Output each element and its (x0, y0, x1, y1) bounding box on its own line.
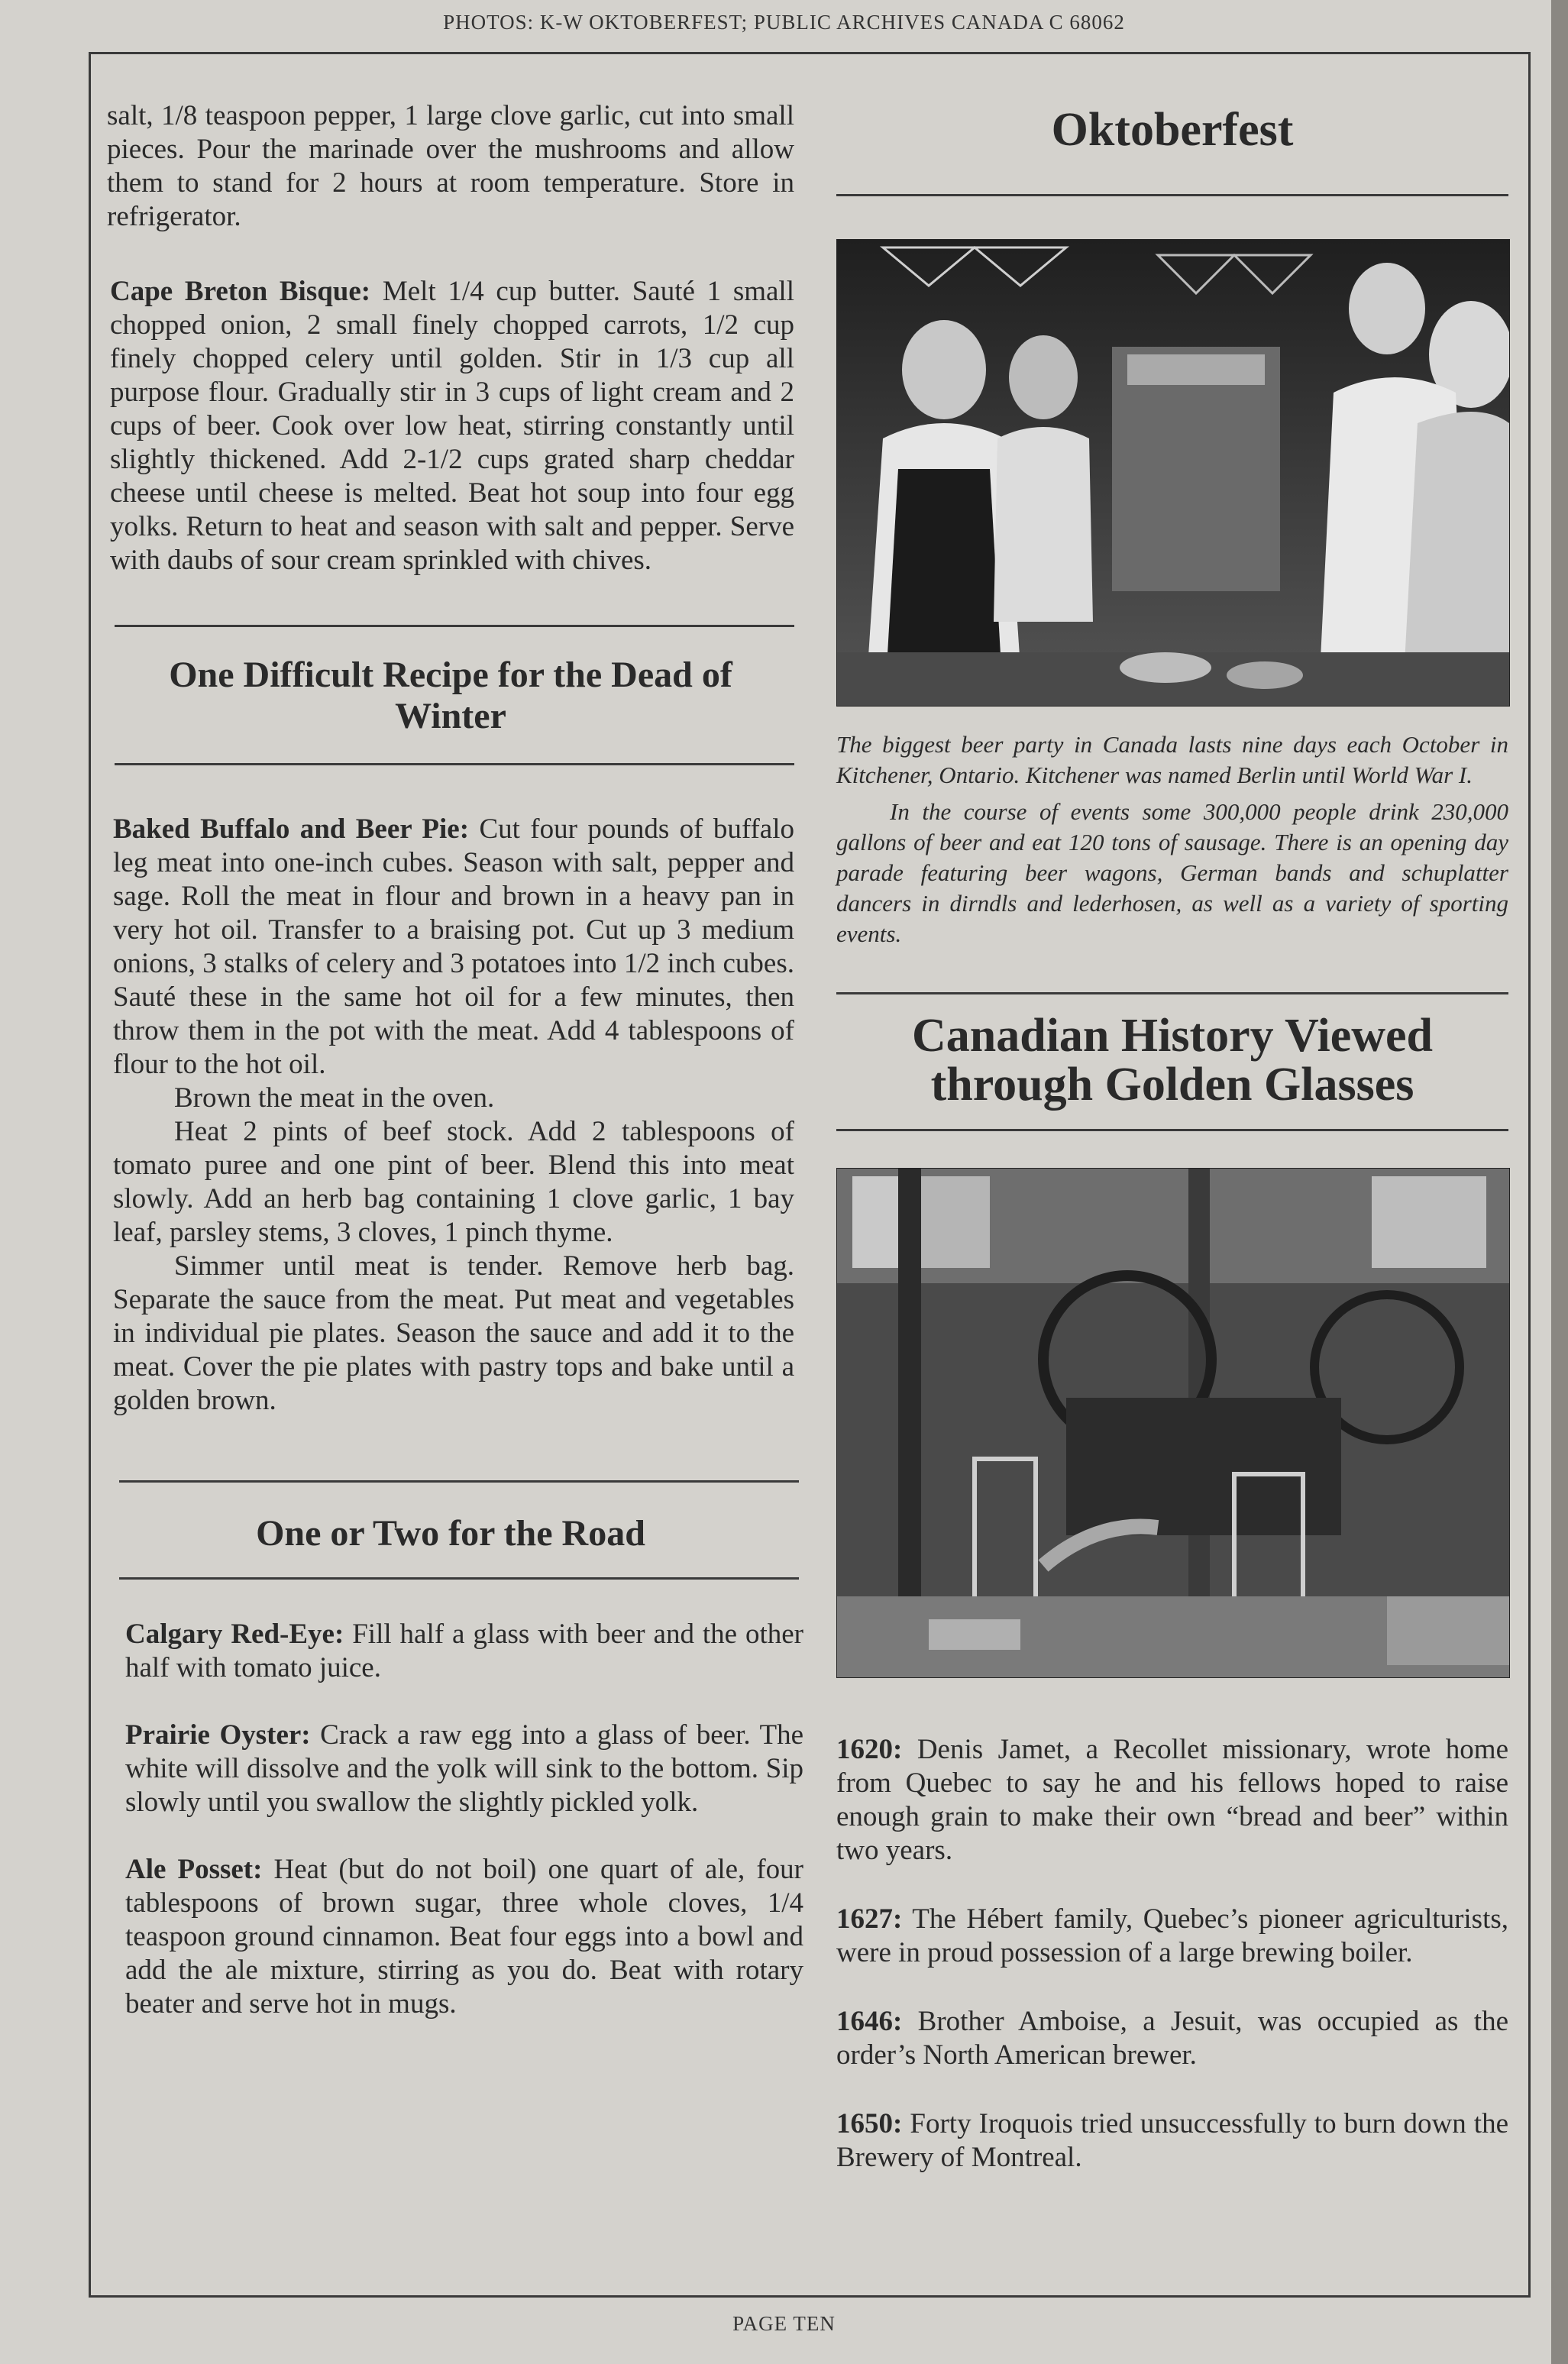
recipe-label: Prairie Oyster: (125, 1719, 311, 1751)
left-column (107, 99, 804, 2021)
timeline-year: 1646: (836, 2006, 903, 2037)
recipe-paragraph: Heat 2 pints of beef stock. Add 2 tablespoons of tomato puree and one pint of beer. Blend this into meat slowly. Add an herb bag containing 1 clove garlic, 1 bay leaf, parsley stems, 3 cloves, 1 pinch thyme. (113, 1116, 794, 1248)
recipe-label: Calgary Red-Eye: (125, 1619, 344, 1650)
timeline-year: 1627: (836, 1903, 903, 1935)
section-heading-for-the-road: One or Two for the Road (256, 1513, 645, 1554)
photo-credit: PHOTOS: K-W OKTOBERFEST; PUBLIC ARCHIVES CANADA C 68062 (443, 11, 1125, 34)
recipe-label: Cape Breton Bisque: (110, 276, 371, 307)
divider-rule (115, 763, 794, 765)
brewery-machinery-image (837, 1169, 1509, 1677)
recipe-text: Heat (but do not boil) one quart of ale, four tablespoons of brown sugar, three whole cloves, 1/4 teaspoon ground cinnamon. Beat four eggs into a bowl and add the ale mixture, stirring as you do. Beat with rotary beater and serve hot in mugs. (125, 1854, 803, 2020)
timeline-text: Forty Iroquois tried unsuccessfully to burn down the Brewery of Montreal. (836, 2108, 1508, 2173)
divider-rule (836, 1129, 1508, 1131)
section-heading-canadian-history: Canadian History Viewed through Golden Glasses (911, 1010, 1434, 1111)
recipe-text: Fill half a glass with beer and the other half with tomato juice. (125, 1619, 803, 1683)
divider-rule (119, 1480, 799, 1483)
oktoberfest-photo (836, 239, 1510, 707)
timeline-text: Brother Amboise, a Jesuit, was occupied as the order’s North American brewer. (836, 2006, 1508, 2071)
marinade-continued-text: salt, 1/8 teaspoon pepper, 1 large clove garlic, cut into small pieces. Pour the marinade over the mushrooms and allow them to stand for 2 hours at room temperature. Store in refrigerator. (107, 100, 794, 232)
buffalo-beer-pie-recipe (113, 813, 794, 1082)
section-heading-dead-of-winter: One Difficult Recipe for the Dead of Winter (169, 655, 732, 736)
prairie-oyster-recipe (125, 1719, 803, 1819)
timeline-year: 1620: (836, 1734, 903, 1765)
divider-rule (115, 625, 794, 627)
recipe-paragraph: Simmer until meat is tender. Remove herb bag. Separate the sauce from the meat. Put meat and vegetables in individual pie plates. Season the sauce and add it to the meat. Cover the pie plates with pastry tops and bake until a golden brown. (113, 1250, 794, 1416)
recipe-text: Crack a raw egg into a glass of beer. The white will dissolve and the yolk will sink to the bottom. Sip slowly until you swallow the slightly pickled yolk. (125, 1719, 804, 1818)
photo-caption-continued: In the course of events some 300,000 people drink 230,000 gallons of beer and eat 120 tons of sausage. There is an opening day parade featuring beer wagons, German bands and schuplatter dancers in dirndls and lederhosen, as well as a variety of sporting events. (836, 798, 1508, 947)
timeline-text: Denis Jamet, a Recollet missionary, wrote home from Quebec to say he and his fellows hoped to raise enough grain to make their own “bread and beer” within two years. (836, 1734, 1508, 1866)
divider-rule (836, 194, 1508, 196)
book-spine-edge (1551, 0, 1568, 2364)
calgary-red-eye-recipe (125, 1618, 803, 1685)
recipe-label: Baked Buffalo and Beer Pie: (113, 813, 470, 845)
timeline-year: 1650: (836, 2108, 903, 2139)
recipe-text: Cut four pounds of buffalo leg meat into one-inch cubes. Season with salt, pepper and sage. Roll the meat in flour and brown in a heavy pan in very hot oil. Transfer to a braising pot. Cut up 3 medium onions, 3 stalks of celery and 3 potatoes into 1/2 inch cubes. Sauté these in the same hot oil for a few minutes, then throw them in the pot with the meat. Add 4 tablespoons of flour to the hot oil. (113, 813, 795, 1080)
section-heading-oktoberfest: Oktoberfest (1051, 104, 1294, 156)
photo-caption: The biggest beer party in Canada lasts nine days each October in Kitchener, Ontario. Kitchener was named Berlin until World War I. (836, 731, 1508, 788)
timeline-entry (836, 1903, 1508, 1970)
cape-breton-bisque-recipe (110, 275, 794, 577)
brewery-photo (836, 1168, 1510, 1678)
divider-rule (119, 1577, 799, 1580)
recipe-text: Melt 1/4 cup butter. Sauté 1 small chopped onion, 2 small finely chopped carrots, 1/2 cup finely chopped celery until golden. Stir in 1/3 cup all purpose flour. Gradually stir in 3 cups of light cream and 2 cups of beer. Cook over low heat, stirring constantly until slightly thickened. Add 2-1/2 cups grated sharp cheddar cheese until cheese is melted. Beat hot soup into four egg yolks. Return to heat and season with salt and pepper. Serve with daubs of sour cream sprinkled with chives. (110, 276, 794, 576)
timeline-entry (836, 2107, 1508, 2175)
recipe-label: Ale Posset: (125, 1854, 263, 1885)
recipe-paragraph: Brown the meat in the oven. (174, 1082, 495, 1114)
page-number: PAGE TEN (732, 2312, 836, 2335)
timeline-text: The Hébert family, Quebec’s pioneer agriculturists, were in proud possession of a large brewing boiler. (836, 1903, 1508, 1968)
ale-posset-recipe (125, 1853, 803, 2021)
timeline-entry (836, 1733, 1508, 1868)
timeline-entry (836, 2005, 1508, 2072)
divider-rule (836, 992, 1508, 994)
beer-hall-image (837, 240, 1509, 706)
right-column (836, 99, 1508, 2175)
